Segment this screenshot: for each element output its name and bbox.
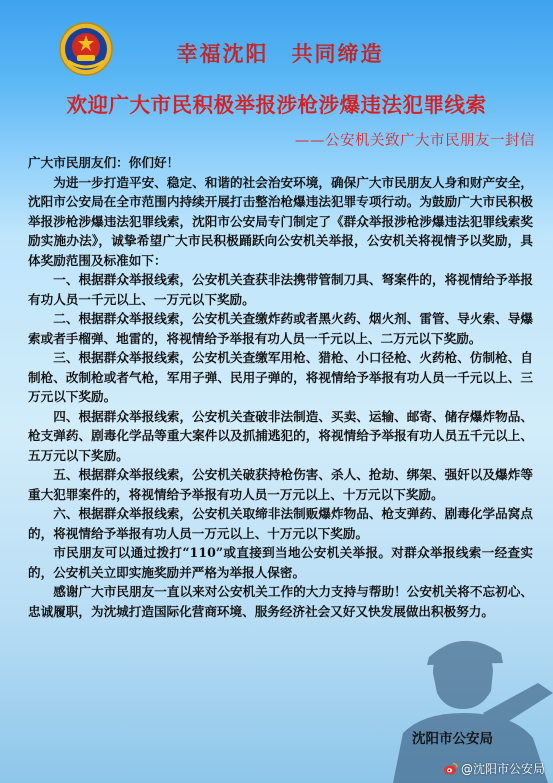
slogan-title: 幸福沈阳 共同缔造 [176,42,384,66]
reward-item-6: 六、根据群众举报线索，公安机关取缔非法制贩爆炸物品、枪支弹药、剧毒化学品窝点的，将视情给予举报有功人员一万元以上、十万元以下奖励。 [28,506,533,541]
letter-paragraph-intro: 为进一步打造平安、稳定、和谐的社会治安环境，确保广大市民朋友人身和财产安全，沈阳市公安局在全市范围内持续开展打击整治枪爆违法犯罪专项行动。为鼓励广大市民积极举报涉枪涉爆违法犯罪线索，沈阳市公安局专门制定了《群众举报涉枪涉爆违法犯罪线索奖励实施办法》，诚挚希望广大市民积极踊跃向公安机关举报，公安机关将视情予以奖励，具体奖励范围及标准如下： [28,174,533,268]
reward-item-4: 四、根据群众举报线索，公安机关查破非法制造、买卖、运输、邮寄、储存爆炸物品、枪支弹药、剧毒化学品等重大案件以及抓捕逃犯的，将视情给予举报有功人员五千元以上、五万元以下奖励。 [28,408,533,463]
reward-item-1: 一、根据群众举报线索，公安机关查获非法携带管制刀具、弩案件的，将视情给予举报有功人员一千元以上、一万元以下奖励。 [28,272,533,307]
saluting-officer-silhouette [363,613,553,783]
weibo-icon [443,762,458,775]
police-emblem-icon [58,21,114,77]
letter-greeting: 广大市民朋友们：你们好！ [28,155,180,170]
headline-title: 欢迎广大市民积极举报涉枪涉爆违法犯罪线索 [66,93,487,117]
watermark-text: @沈阳市公安局 [460,762,545,776]
weibo-watermark [443,760,545,777]
reward-item-5: 五、根据群众举报线索，公安机关破获持枪伤害、杀人、抢劫、绑架、强奸以及爆炸等重大犯罪案件的，将视情给予举报有功人员一万元以上、十万元以下奖励。 [28,467,533,502]
signature-issuer: 沈阳市公安局 [412,731,493,747]
letter-subtitle: ——公安机关致广大市民朋友一封信 [295,133,535,149]
letter-paragraph-report: 市民朋友可以通过拨打“110”或直接到当地公安机关举报。对群众举报线索一经查实的，公安机关立即实施奖励并严格为举报人保密。 [28,545,533,580]
reward-item-2: 二、根据群众举报线索，公安机关查缴炸药或者黑火药、烟火剂、雷管、导火索、导爆索或者手榴弹、地雷的，将视情给予举报有功人员一千元以上、二万元以下奖励。 [28,311,533,346]
reward-item-3: 三、根据群众举报线索，公安机关查缴军用枪、猎枪、小口径枪、火药枪、仿制枪、自制枪、改制枪或者气枪，军用子弹、民用子弹的，将视情给予举报有功人员一千元以上、三万元以下奖励。 [28,350,533,404]
letter-body [28,153,533,621]
letter-paragraph-thanks: 感谢广大市民朋友一直以来对公安机关工作的大力支持与帮助！公安机关将不忘初心、忠诚履职，为沈城打造国际化营商环境、服务经济社会又好又快发展做出积极努力。 [28,584,533,619]
